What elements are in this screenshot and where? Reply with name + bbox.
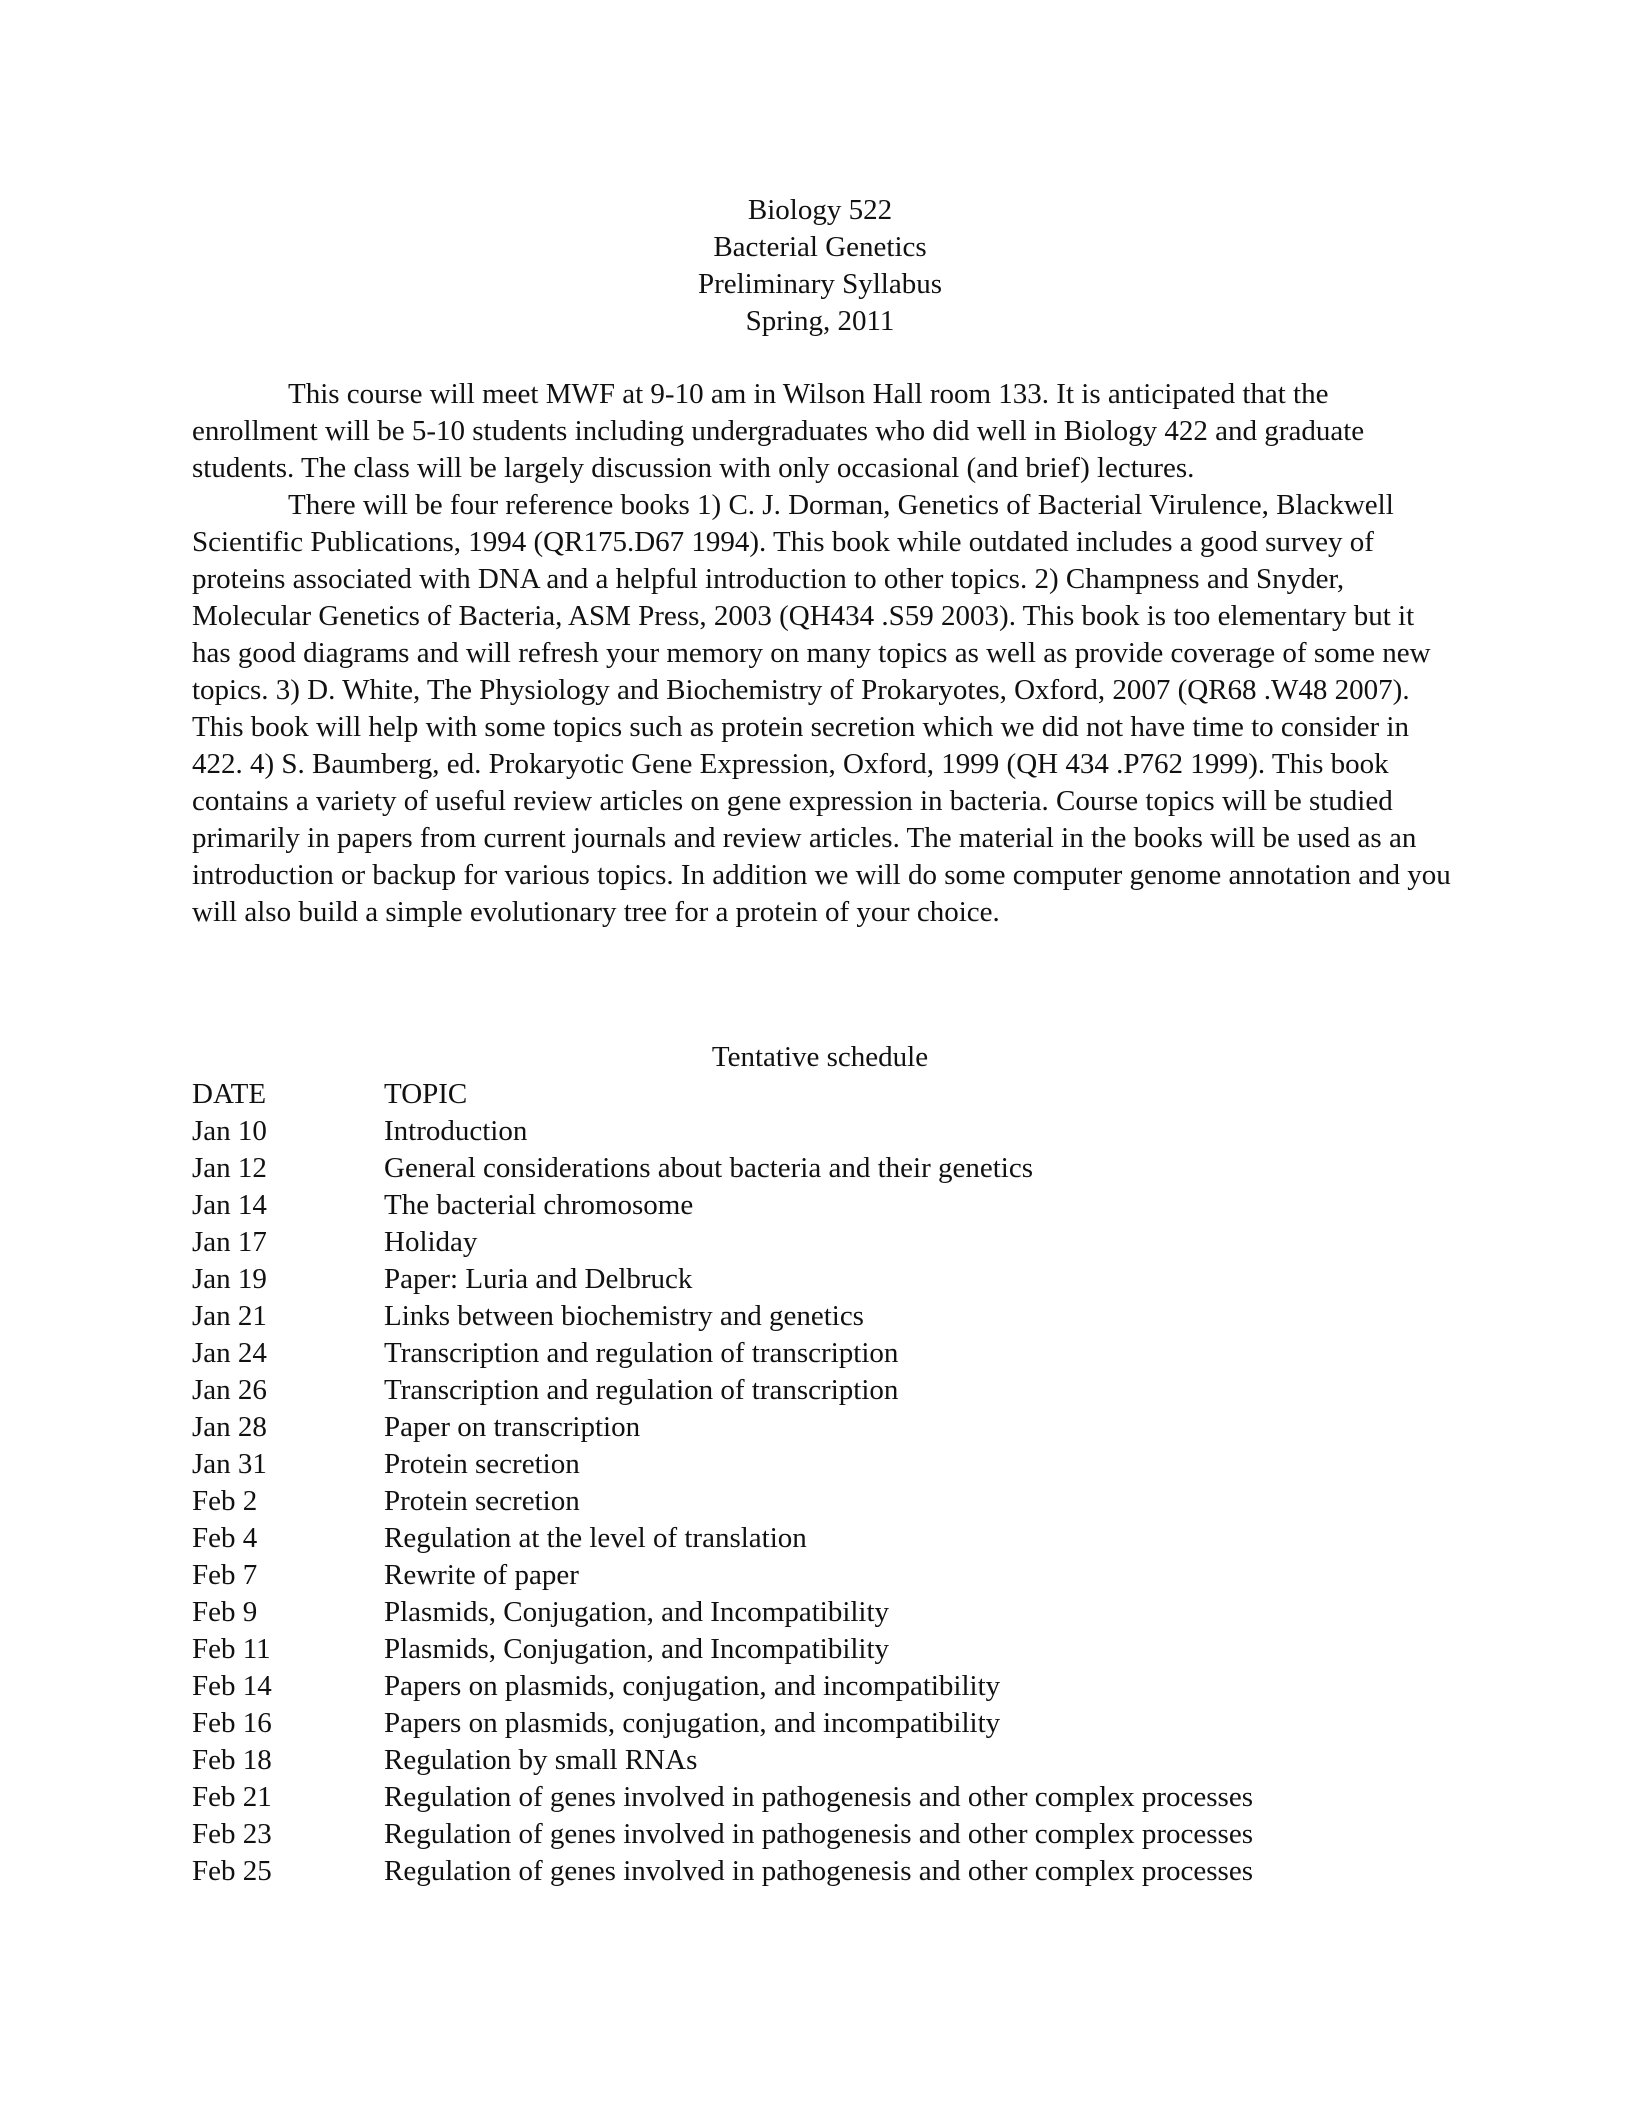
schedule-row: [192, 1779, 1452, 1816]
schedule-row: [192, 1557, 1452, 1594]
schedule-topic: Plasmids, Conjugation, and Incompatibility: [384, 1633, 890, 1665]
schedule-row: [192, 1594, 1452, 1631]
schedule-row: [192, 1372, 1452, 1409]
schedule-date: Jan 14: [192, 1189, 267, 1221]
paragraph-meeting-info: This course will meet MWF at 9-10 am in Wilson Hall room 133. It is anticipated that the enrollment will be 5-10 students including undergraduates who did well in Biology 422 and graduate students. The class will be largely discussion with only occasional (and brief) lectures.: [192, 378, 1365, 484]
schedule-row: [192, 1150, 1452, 1187]
schedule-row: [192, 1520, 1452, 1557]
schedule-topic: Papers on plasmids, conjugation, and incompatibility: [384, 1670, 1001, 1702]
schedule-date: Feb 21: [192, 1781, 272, 1813]
column-header-topic: TOPIC: [384, 1078, 468, 1110]
schedule-rows: [192, 1113, 1452, 1890]
schedule-date: Feb 2: [192, 1485, 258, 1517]
schedule-date: Jan 21: [192, 1300, 267, 1332]
schedule-row: [192, 1631, 1452, 1668]
schedule-topic: Paper: Luria and Delbruck: [384, 1263, 693, 1295]
schedule-row: [192, 1816, 1452, 1853]
schedule-date: Feb 23: [192, 1818, 272, 1850]
schedule-table: [192, 1076, 1452, 1890]
schedule-date: Feb 14: [192, 1670, 272, 1702]
schedule-topic: Regulation of genes involved in pathogenesis and other complex processes: [384, 1818, 1253, 1850]
schedule-topic: Transcription and regulation of transcription: [384, 1337, 899, 1369]
schedule-topic: Paper on transcription: [384, 1411, 641, 1443]
schedule-topic: Transcription and regulation of transcription: [384, 1374, 899, 1406]
schedule-topic: Introduction: [384, 1115, 528, 1147]
schedule-topic: Papers on plasmids, conjugation, and incompatibility: [384, 1707, 1001, 1739]
document-type: Preliminary Syllabus: [697, 268, 943, 300]
schedule-date: Feb 9: [192, 1596, 258, 1628]
schedule-topic: Plasmids, Conjugation, and Incompatibility: [384, 1596, 890, 1628]
schedule-date: Jan 24: [192, 1337, 267, 1369]
schedule-date: Jan 17: [192, 1226, 267, 1258]
course-description: [192, 376, 1452, 931]
schedule-date: Feb 7: [192, 1559, 258, 1591]
schedule-topic: Links between biochemistry and genetics: [384, 1300, 864, 1332]
schedule-topic: Regulation of genes involved in pathogenesis and other complex processes: [384, 1781, 1253, 1813]
schedule-topic: Protein secretion: [384, 1485, 580, 1517]
schedule-date: Feb 11: [192, 1633, 271, 1665]
schedule-date: Feb 25: [192, 1855, 272, 1887]
schedule-date: Feb 18: [192, 1744, 272, 1776]
course-number: Biology 522: [747, 194, 893, 226]
column-header-date: DATE: [192, 1078, 267, 1110]
schedule-date: Jan 19: [192, 1263, 267, 1295]
schedule-topic: Holiday: [384, 1226, 478, 1258]
schedule-row: [192, 1853, 1452, 1890]
schedule-row: [192, 1335, 1452, 1372]
schedule-title: Tentative schedule: [711, 1041, 929, 1073]
schedule-date: Jan 10: [192, 1115, 267, 1147]
schedule-topic: Regulation of genes involved in pathogenesis and other complex processes: [384, 1855, 1253, 1887]
schedule-topic: Protein secretion: [384, 1448, 580, 1480]
schedule-row: [192, 1224, 1452, 1261]
schedule-date: Feb 16: [192, 1707, 272, 1739]
schedule-topic: The bacterial chromosome: [384, 1189, 694, 1221]
schedule-row: [192, 1409, 1452, 1446]
schedule-row: [192, 1113, 1452, 1150]
schedule-topic: Regulation by small RNAs: [384, 1744, 698, 1776]
schedule-date: Feb 4: [192, 1522, 258, 1554]
schedule-row: [192, 1298, 1452, 1335]
paragraph-reference-books: There will be four reference books 1) C. J. Dorman, Genetics of Bacterial Virulence, Blackwell Scientific Publications, 1994 (QR175.D67 1994). This book while outdated includes a good survey of proteins associated with DNA and a helpful introduction to other topics. 2) Champness and Snyder, Molecular Genetics of Bacteria, ASM Press, 2003 (QH434 .S59 2003). This book is too elementary but it has good diagrams and will refresh your memory on many topics as well as provide coverage of some new topics. 3) D. White, The Physiology and Biochemistry of Prokaryotes, Oxford, 2007 (QR68 .W48 2007). This book will help with some topics such as protein secretion which we did not have time to consider in 422. 4) S. Baumberg, ed. Prokaryotic Gene Expression, Oxford, 1999 (QH 434 .P762 1999). This book contains a variety of useful review articles on gene expression in bacteria. Course topics will be studied primarily in papers from current journals and review articles. The material in the books will be used as an introduction or backup for various topics. In addition we will do some computer genome annotation and you will also build a simple evolutionary tree for a protein of your choice.: [192, 489, 1451, 928]
document-header: [0, 192, 1640, 340]
schedule-header-row: [192, 1076, 1452, 1113]
term: Spring, 2011: [745, 305, 895, 337]
schedule-row: [192, 1261, 1452, 1298]
schedule-row: [192, 1742, 1452, 1779]
schedule-row: [192, 1483, 1452, 1520]
schedule-row: [192, 1705, 1452, 1742]
schedule-row: [192, 1446, 1452, 1483]
schedule-topic: Regulation at the level of translation: [384, 1522, 807, 1554]
schedule-date: Jan 28: [192, 1411, 267, 1443]
schedule-date: Jan 12: [192, 1152, 267, 1184]
schedule-row: [192, 1668, 1452, 1705]
schedule-topic: Rewrite of paper: [384, 1559, 579, 1591]
schedule-date: Jan 31: [192, 1448, 267, 1480]
schedule-date: Jan 26: [192, 1374, 267, 1406]
course-title: Bacterial Genetics: [713, 231, 927, 263]
schedule-topic: General considerations about bacteria and their genetics: [384, 1152, 1034, 1184]
schedule-row: [192, 1187, 1452, 1224]
